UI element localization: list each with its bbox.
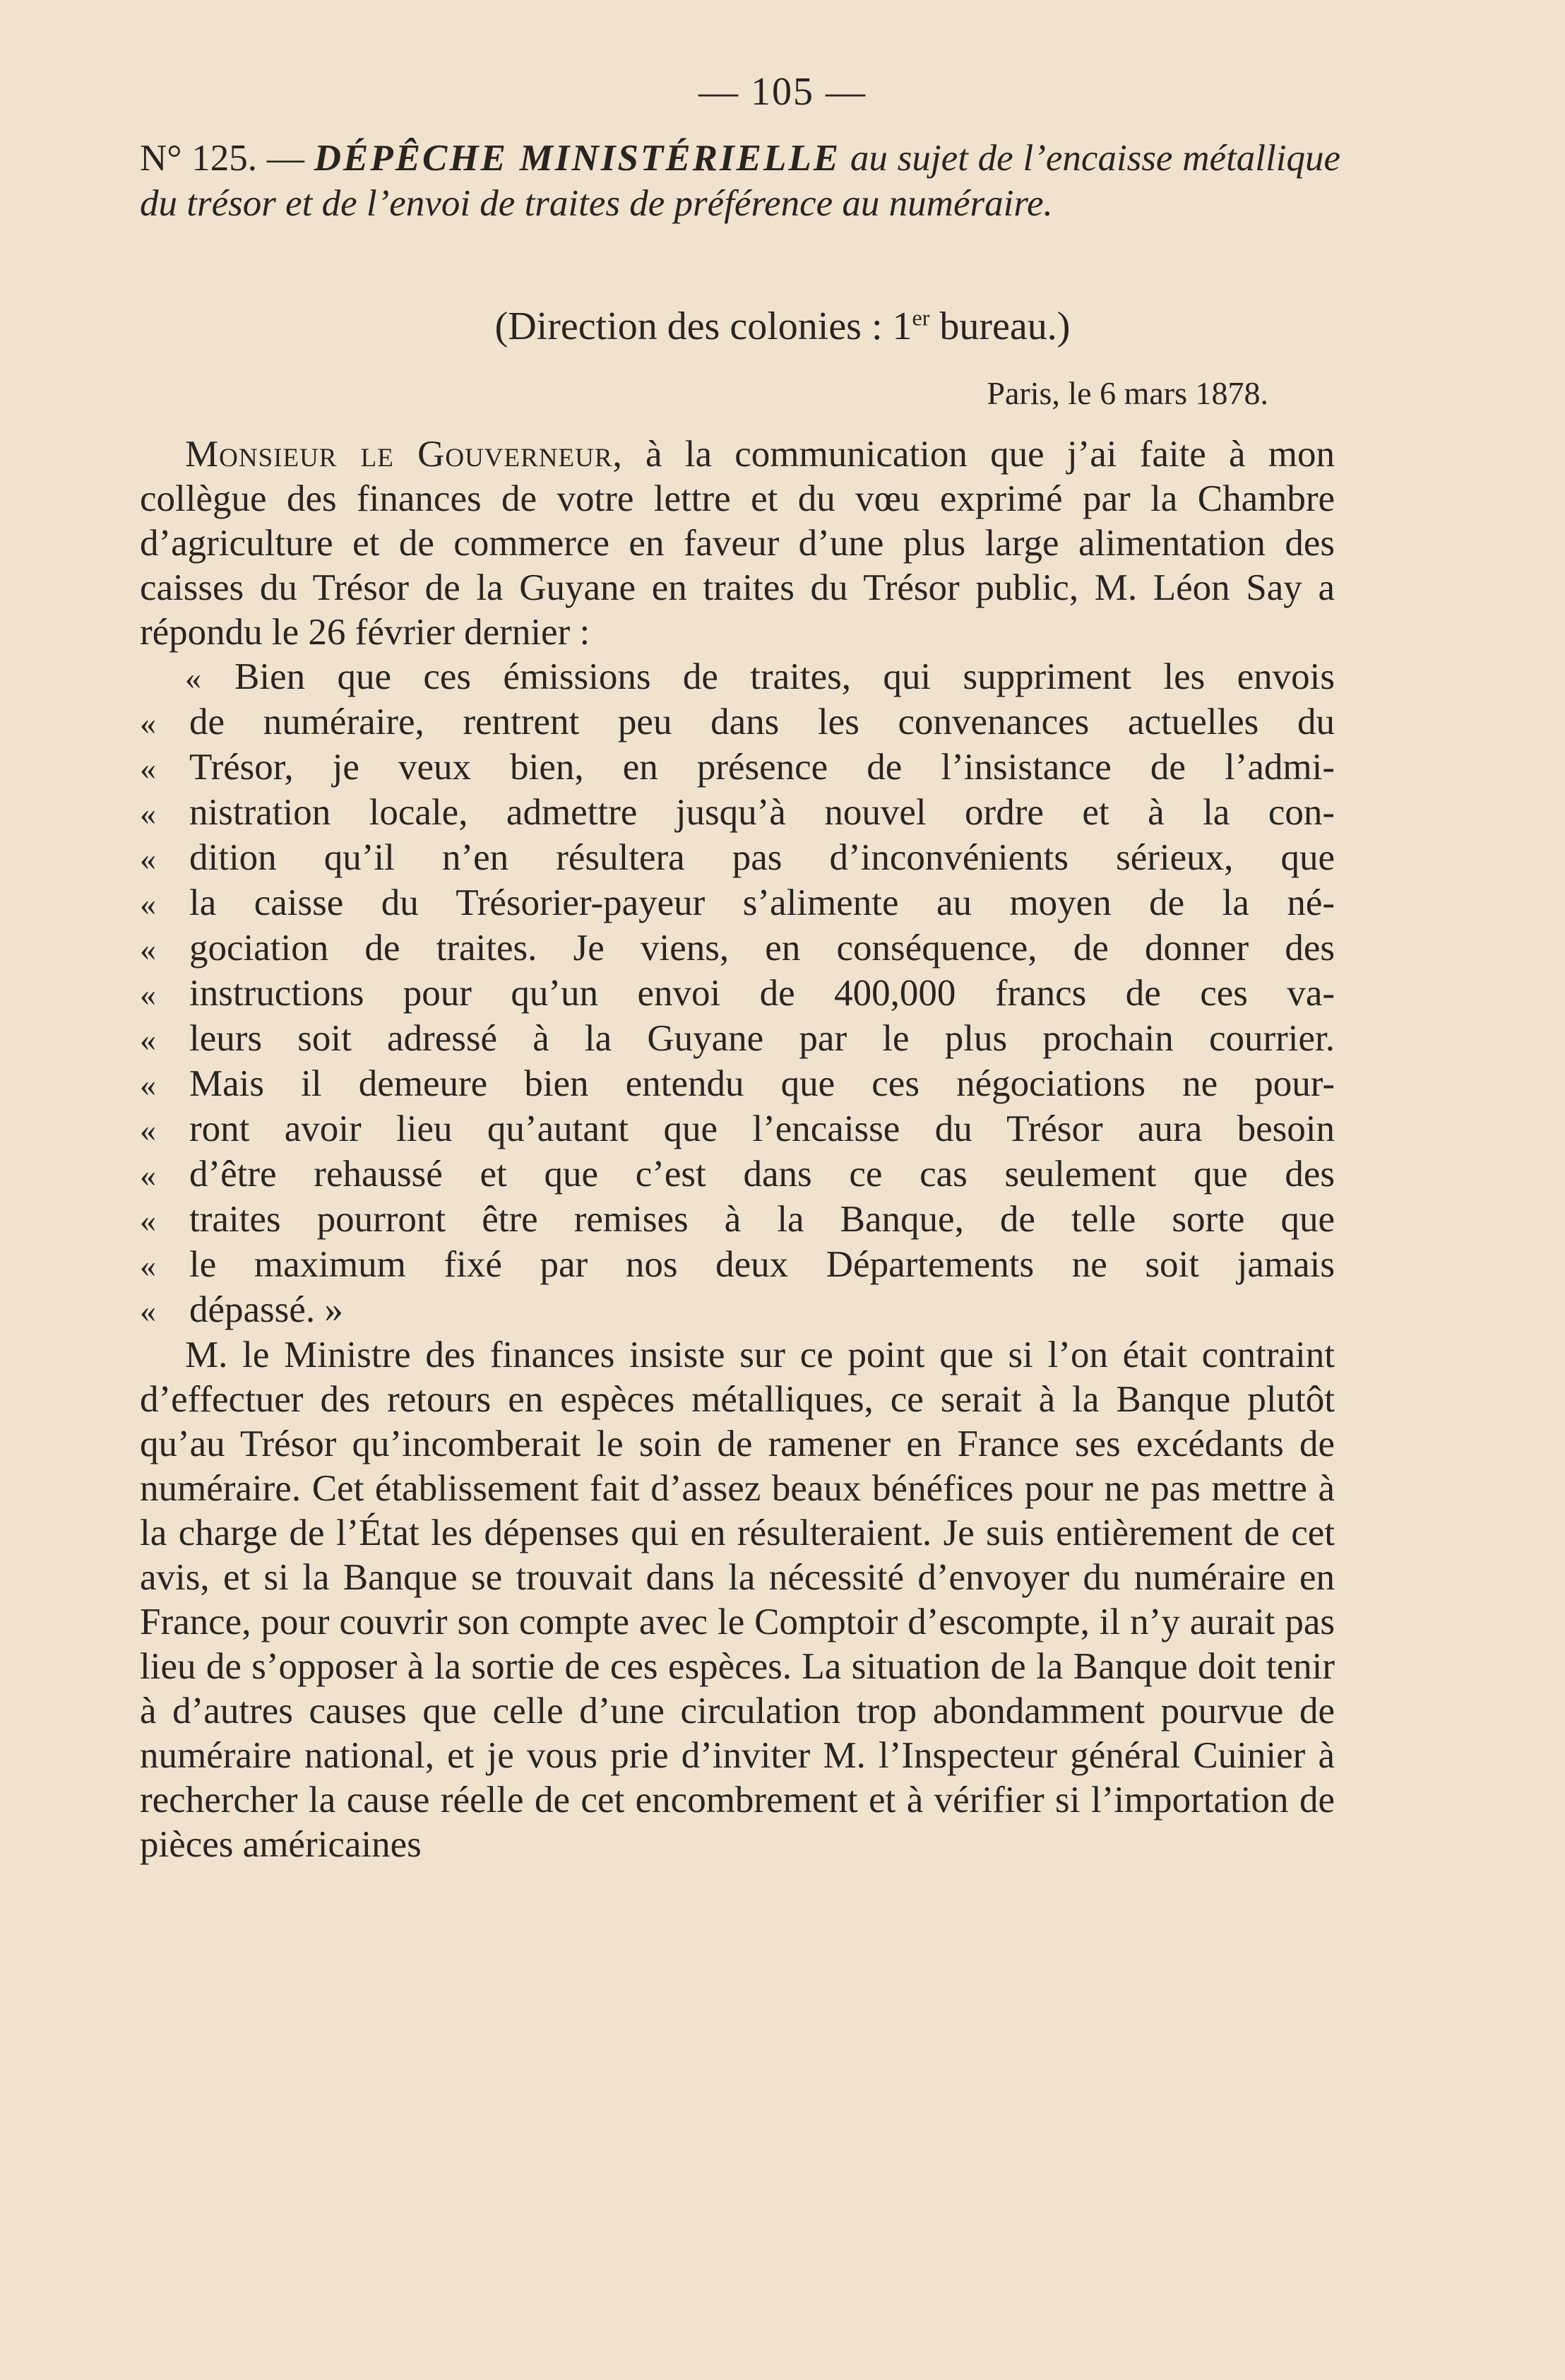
quote-line [140, 1288, 1335, 1333]
paragraph-minister: M. le Ministre des finances insiste sur ce point que si l’on était contraint d’effectuer des retours en espèces métalliques, ce serait à la Banque plutôt qu’au Trésor qu’incomberait le soin de ramener en France ses excédants de numéraire. Cet établissement fait d’assez beaux bénéfices pour ne pas mettre à la charge de l’État les dépenses qui en résulteraient. Je suis entièrement de cet avis, et si la Banque se trouvait dans la nécessité d’envoyer du numéraire en France, pour couvrir son compte avec le Comptoir d’escompte, il n’y aurait pas lieu de s’opposer à la sortie de ces espèces. La situation de la Banque doit tenir à d’autres causes que celle d’une circulation trop abondamment pourvue de numéraire national, et je vous prie d’inviter M. l’Inspecteur général Cuinier à rechercher la cause réelle de cet encombrement et à vérifier si l’importation de pièces américaines [140, 1334, 1335, 1865]
quote-mark: « [140, 841, 156, 877]
quote-line [140, 1197, 1335, 1243]
quote-mark: « [140, 886, 156, 922]
quote-mark: « [140, 1293, 156, 1329]
quote-line-text: Trésor, je veux bien, en présence de l’insistance de l’admi- [189, 747, 1335, 788]
page-number: — 105 — [698, 70, 867, 114]
quote-line [140, 881, 1335, 926]
quote-line [140, 791, 1335, 836]
quote-mark: « [140, 1022, 156, 1058]
quote-mark: « [140, 750, 156, 786]
quoted-reply [140, 655, 1335, 1333]
quote-line [140, 1062, 1335, 1107]
quote-line [140, 745, 1335, 791]
document-number: N° 125. — [140, 138, 304, 179]
quote-line [140, 971, 1335, 1017]
document-subject: au sujet de l’encaisse métallique du trésor et de l’envoi de traites de préférence au numéraire. [140, 138, 1340, 224]
quote-mark: « [140, 705, 156, 741]
quote-mark: « [140, 1202, 156, 1238]
salutation: Monsieur le Gouverneur, [185, 434, 623, 475]
quote-mark: « [140, 1248, 156, 1284]
quote-mark: « [140, 795, 156, 831]
paragraph-opening [140, 432, 1335, 655]
quote-line-text: gociation de traites. Je viens, en conséquence, de donner des [189, 928, 1335, 969]
quote-line-text: ront avoir lieu qu’autant que l’encaisse du Trésor aura besoin [189, 1108, 1335, 1149]
issuing-office-prefix: (Direction des colonies : 1 [494, 304, 912, 348]
quote-line [140, 926, 1335, 971]
quote-line-text: dépassé. » [189, 1289, 343, 1330]
quote-line-text: de numéraire, rentrent peu dans les convenances actuelles du [189, 701, 1335, 742]
quote-line-text: Bien que ces émissions de traites, qui suppriment les envois [234, 656, 1335, 697]
letter-body [140, 432, 1335, 1867]
quote-mark: « [140, 1067, 156, 1103]
quote-mark: « [140, 976, 156, 1012]
quote-line [140, 1017, 1335, 1062]
quote-line [140, 655, 1335, 700]
issuing-office-superscript: er [912, 304, 930, 331]
quote-mark: « [140, 1157, 156, 1193]
quote-mark: « [140, 931, 156, 967]
quote-line-text: nistration locale, admettre jusqu’à nouvel ordre et à la con- [189, 792, 1335, 833]
quote-line-text: la caisse du Trésorier-payeur s’alimente au moyen de la né- [189, 882, 1335, 923]
quote-line [140, 1152, 1335, 1197]
quote-line-text: traites pourront être remises à la Banque, de telle sorte que [189, 1199, 1335, 1240]
issuing-office [0, 304, 1565, 349]
quote-line-text: dition qu’il n’en résultera pas d’inconvénients sérieux, que [189, 837, 1335, 878]
quote-line [140, 700, 1335, 745]
issuing-office-suffix: bureau.) [929, 304, 1071, 348]
quote-line [140, 836, 1335, 881]
quote-line-text: Mais il demeure bien entendu que ces négociations ne pour- [189, 1063, 1335, 1104]
quote-mark: « [140, 1112, 156, 1148]
document-heading [140, 136, 1340, 226]
quote-line [140, 1107, 1335, 1152]
quote-line-text: le maximum fixé par nos deux Départements ne soit jamais [189, 1244, 1335, 1285]
quote-mark: « [185, 660, 201, 696]
quote-line-text: d’être rehaussé et que c’est dans ce cas seulement que des [189, 1154, 1335, 1195]
document-title: DÉPÊCHE MINISTÉRIELLE [314, 138, 841, 179]
quote-line [140, 1243, 1335, 1288]
quote-line-text: leurs soit adressé à la Guyane par le plus prochain courrier. [189, 1018, 1335, 1059]
paragraph-opening-text: à la communication que j’ai faite à mon collègue des finances de votre lettre et du vœu exprimé par la Chambre d’agriculture et de commerce en faveur d’une plus large alimentation des caisses du Trésor de la Guyane en traites du Trésor public, M. Léon Say a répondu le 26 février dernier : [140, 434, 1335, 653]
dateline: Paris, le 6 mars 1878. [987, 375, 1268, 411]
quote-line-text: instructions pour qu’un envoi de 400,000 francs de ces va- [189, 973, 1335, 1014]
